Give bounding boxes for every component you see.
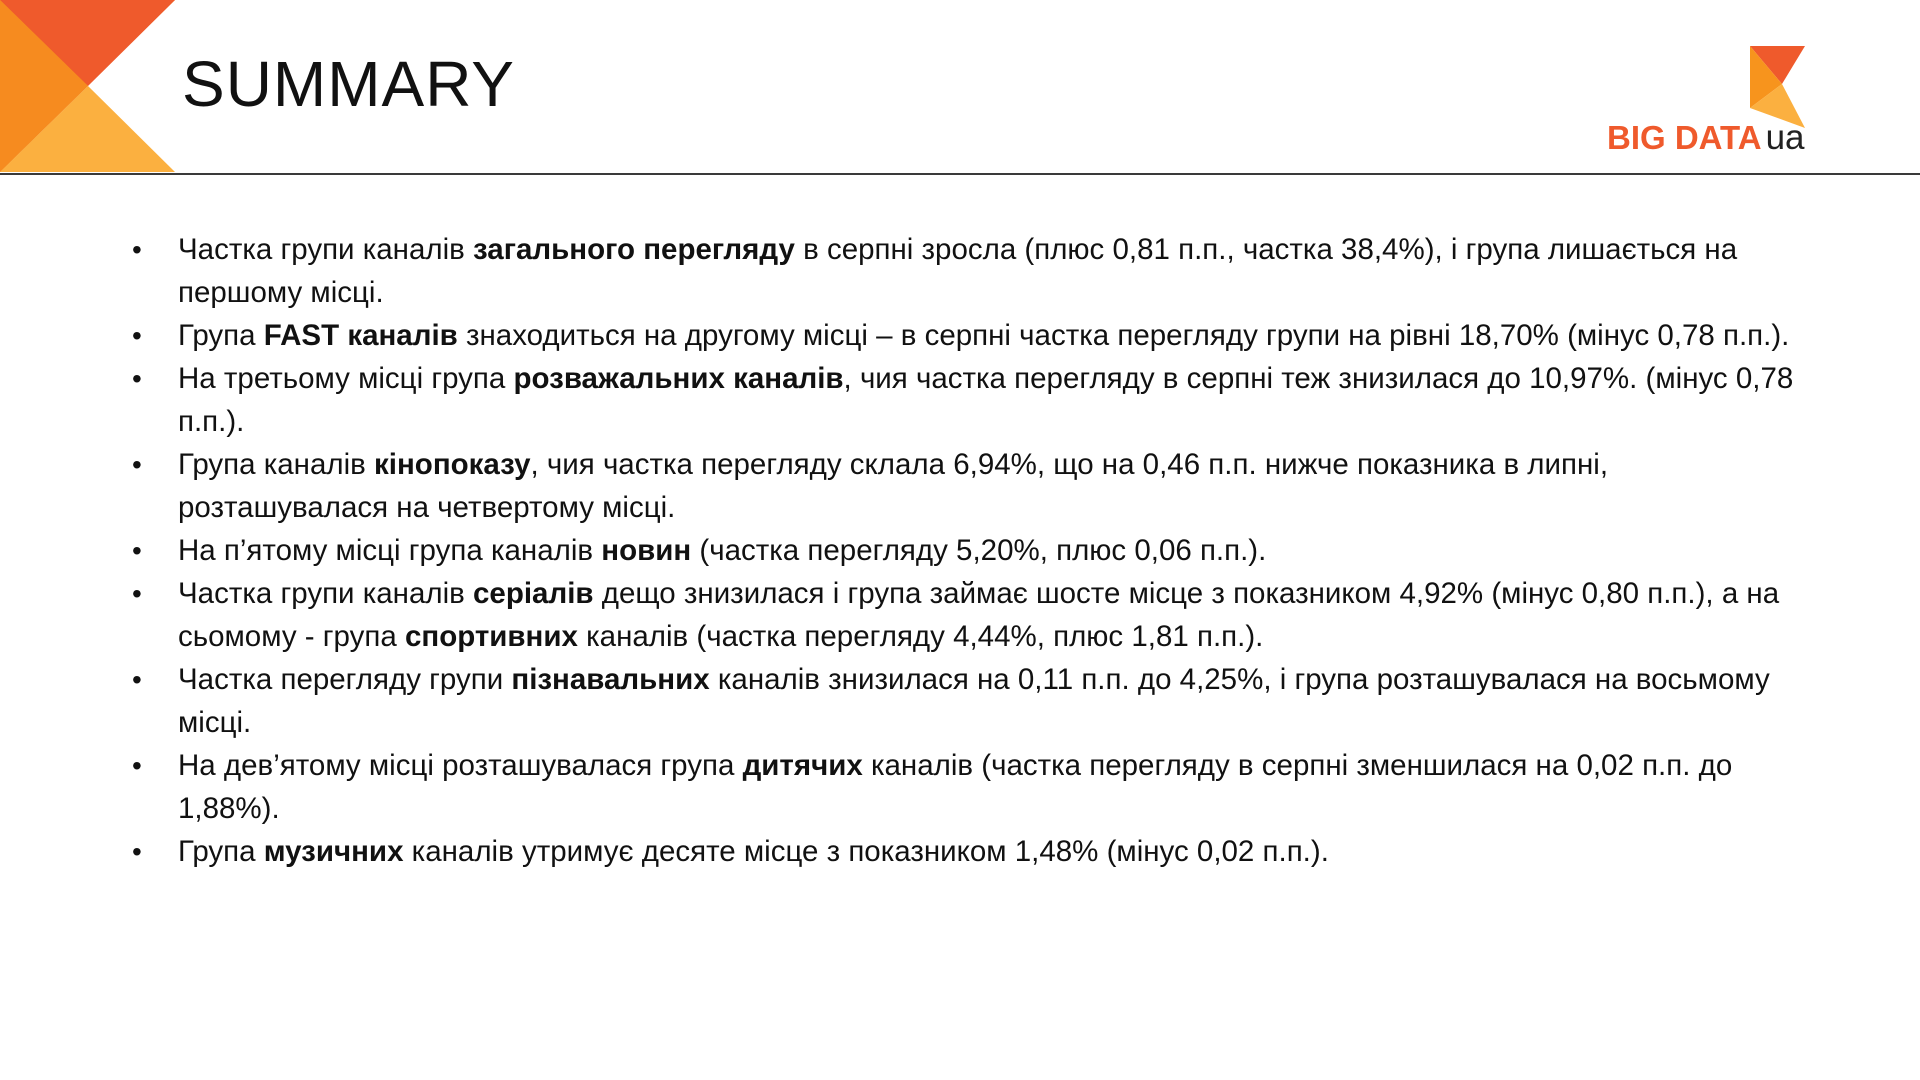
brand-logo <box>1604 46 1834 156</box>
list-item: • Частка групи каналів загального перегляду в серпні зросла (плюс 0,81 п.п., частка 38,4%), і група лишається на першому місці. <box>127 228 1807 314</box>
logo-suffix: ua <box>1765 118 1805 157</box>
list-item: • На дев’ятому місці розташувалася група дитячих каналів (частка перегляду в серпні зменшилася на 0,02 п.п. до 1,88%). <box>127 744 1807 830</box>
list-item: • Частка перегляду групи пізнавальних каналів знизилася на 0,11 п.п. до 4,25%, і група розташувалася на восьмому місці. <box>127 658 1807 744</box>
logo-mark-icon <box>1750 46 1810 128</box>
list-item: • На третьому місці група розважальних каналів, чия частка перегляду в серпні теж знизилася до 10,97%. (мінус 0,78 п.п.). <box>127 357 1807 443</box>
list-item: • Частка групи каналів серіалів дещо знизилася і група займає шосте місце з показником 4,92% (мінус 0,80 п.п.), а на сьомому - група спортивних каналів (частка перегляду 4,44%, плюс 1,81 п.п.). <box>127 572 1807 658</box>
list-item: • Група FAST каналів знаходиться на другому місці – в серпні частка перегляду групи на рівні 18,70% (мінус 0,78 п.п.). <box>127 314 1807 357</box>
list-item: • На п’ятому місці група каналів новин (частка перегляду 5,20%, плюс 0,06 п.п.). <box>127 529 1807 572</box>
logo-wordmark: BIG DATA <box>1607 119 1762 156</box>
header-divider <box>0 173 1920 175</box>
corner-decoration <box>0 0 180 175</box>
logo-text <box>1607 118 1805 158</box>
page-title: SUMMARY <box>182 48 515 120</box>
list-item: • Група музичних каналів утримує десяте місце з показником 1,48% (мінус 0,02 п.п.). <box>127 830 1807 873</box>
summary-list <box>127 228 1807 873</box>
list-item: • Група каналів кінопоказу, чия частка перегляду склала 6,94%, що на 0,46 п.п. нижче показника в липні, розташувалася на четвертому місці. <box>127 443 1807 529</box>
